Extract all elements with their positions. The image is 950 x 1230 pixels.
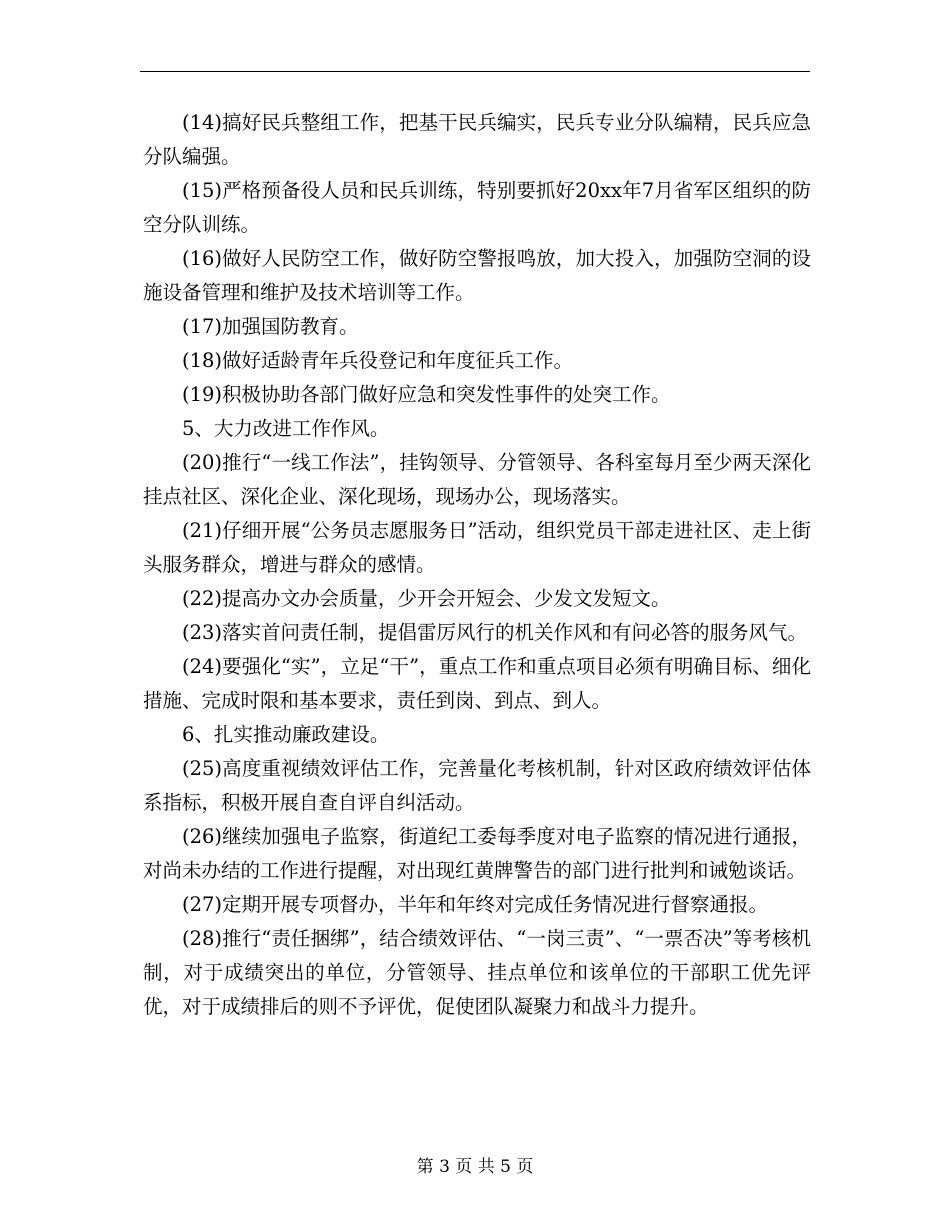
paragraph: (25)高度重视绩效评估工作，完善量化考核机制，针对区政府绩效评估体系指标，积极开展自查自评自纠活动。: [143, 757, 811, 814]
section-heading: 5、大力改进工作作风。: [182, 417, 390, 440]
paragraph: (17)加强国防教育。: [182, 315, 359, 338]
paragraph: (18)做好适龄青年兵役登记和年度征兵工作。: [182, 349, 574, 372]
paragraph: (21)仔细开展“公务员志愿服务日”活动，组织党员干部走进社区、走上街头服务群众，增进与群众的感情。: [143, 519, 811, 576]
section-heading: 6、扎实推动廉政建设。: [182, 723, 390, 746]
paragraph: (19)积极协助各部门做好应急和突发性事件的处突工作。: [182, 383, 671, 406]
header-rule: [140, 71, 810, 72]
paragraph: (28)推行“责任捆绑”，结合绩效评估、“一岗三责”、“一票否决”等考核机制，对于成绩突出的单位，分管领导、挂点单位和该单位的干部职工优先评优，对于成绩排后的则不予评优，促使团队凝聚力和战斗力提升。: [143, 927, 811, 1018]
paragraph: (22)提高办文办会质量，少开会开短会、少发文发短文。: [182, 587, 671, 610]
paragraph: (23)落实首问责任制，提倡雷厉风行的机关作风和有问必答的服务风气。: [182, 621, 808, 644]
paragraph: (20)推行“一线工作法”，挂钩领导、分管领导、各科室每月至少两天深化挂点社区、深化企业、深化现场，现场办公，现场落实。: [143, 451, 811, 508]
page-number: 第 3 页 共 5 页: [416, 1157, 534, 1177]
paragraph: (14)搞好民兵整组工作，把基干民兵编实，民兵专业分队编精，民兵应急分队编强。: [143, 111, 811, 168]
paragraph: (27)定期开展专项督办，半年和年终对完成任务情况进行督察通报。: [182, 893, 769, 916]
paragraph: (16)做好人民防空工作，做好防空警报鸣放，加大投入，加强防空洞的设施设备管理和维护及技术培训等工作。: [143, 247, 811, 304]
paragraph: (15)严格预备役人员和民兵训练，特别要抓好20xx年7月省军区组织的防空分队训练。: [143, 179, 811, 236]
document-body: [143, 106, 811, 1024]
paragraph: (24)要强化“实”，立足“干”，重点工作和重点项目必须有明确目标、细化措施、完成时限和基本要求，责任到岗、到点、到人。: [143, 655, 811, 712]
paragraph: (26)继续加强电子监察，街道纪工委每季度对电子监察的情况进行通报，对尚未办结的工作进行提醒，对出现红黄牌警告的部门进行批判和诫勉谈话。: [143, 825, 811, 882]
